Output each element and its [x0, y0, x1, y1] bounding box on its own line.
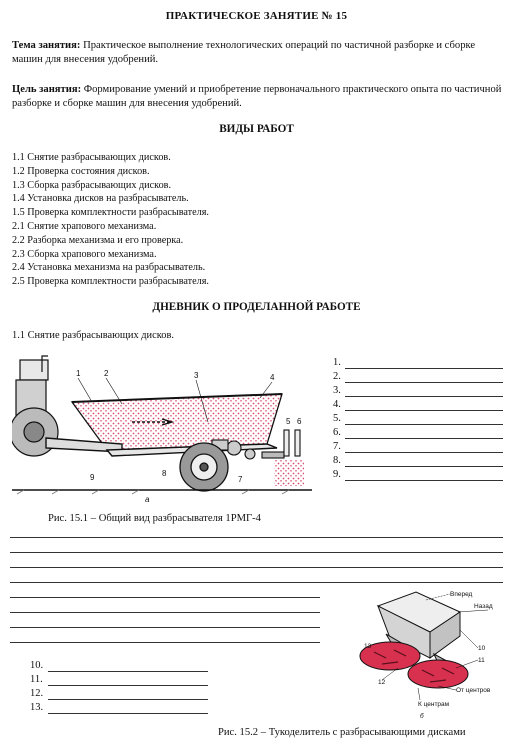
works-item: 2.2 Разборка механизма и его проверка. [12, 234, 184, 246]
field-number: 1. [333, 357, 341, 368]
label-12: 12 [378, 679, 386, 686]
topic-label: Тема занятия: [12, 40, 81, 51]
works-item: 1.1 Снятие разбрасывающих дисков. [12, 152, 171, 163]
figure1-sublabel: а [145, 495, 150, 504]
callout-7: 7 [238, 475, 243, 484]
hopper [72, 394, 282, 450]
works-heading: ВИДЫ РАБОТ [219, 123, 294, 135]
works-item: 2.4 Установка механизма на разбрасыватель. [12, 262, 206, 274]
works-item: 1.2 Проверка состояния дисков. [12, 165, 150, 177]
works-list [12, 151, 209, 289]
answer-line[interactable] [345, 396, 503, 397]
spreader-wheel [180, 443, 228, 491]
field-number: 3. [333, 385, 341, 396]
field-number: 12. [30, 688, 44, 699]
answer-line[interactable] [345, 480, 503, 481]
figure2-caption: Рис. 15.2 – Тукоделитель с разбрасывающими дисками [218, 727, 466, 738]
writing-line[interactable] [10, 597, 320, 598]
distributor-figure [338, 588, 508, 722]
writing-line[interactable] [10, 582, 503, 583]
topic-text: Практическое выполнение технологических операций по частичной разборке и сборке машин для внесения удобрений. [12, 40, 476, 65]
answer-line[interactable] [345, 368, 503, 369]
callout-2: 2 [104, 369, 109, 378]
answer-line[interactable] [48, 713, 208, 714]
label-forward: Вперед [450, 591, 473, 598]
works-item: 2.5 Проверка комплектности разбрасывателя. [12, 276, 209, 288]
field-number: 5. [333, 413, 341, 424]
label-back: Назад [474, 603, 493, 610]
answer-line[interactable] [345, 438, 503, 439]
works-item: 2.3 Сборка храпового механизма. [12, 248, 157, 260]
writing-line[interactable] [10, 627, 320, 628]
field-number: 6. [333, 427, 341, 438]
goal-text: Формирование умений и приобретение первоначального практического опыта по частичной разборке и сборке машин для внесения удобрений. [12, 84, 502, 109]
answer-line[interactable] [345, 452, 503, 453]
spreader-figure [12, 352, 312, 507]
field-number: 10. [30, 660, 44, 671]
answer-line[interactable] [345, 466, 503, 467]
diary-subheading: 1.1 Снятие разбрасывающих дисков. [12, 330, 174, 341]
callout-9: 9 [90, 473, 95, 482]
callout-5: 5 [286, 417, 291, 426]
figure2-sublabel: б [420, 713, 424, 720]
callout-3: 3 [194, 371, 199, 380]
answer-line[interactable] [48, 685, 208, 686]
right-disc [408, 660, 468, 688]
answer-line[interactable] [48, 699, 208, 700]
writing-line[interactable] [10, 612, 320, 613]
goal-paragraph [12, 83, 502, 111]
field-number: 9. [333, 469, 341, 480]
diary-heading: ДНЕВНИК О ПРОДЕЛАННОЙ РАБОТЕ [152, 301, 361, 313]
callout-4: 4 [270, 373, 275, 382]
works-item: 1.3 Сборка разбрасывающих дисков. [12, 179, 172, 191]
answer-line[interactable] [48, 671, 208, 672]
writing-line[interactable] [10, 642, 320, 643]
topic-paragraph [12, 39, 502, 67]
answer-line[interactable] [345, 410, 503, 411]
field-number: 8. [333, 455, 341, 466]
writing-line[interactable] [10, 537, 503, 538]
field-number: 11. [30, 674, 43, 685]
works-item: 2.1 Снятие храпового механизма. [12, 220, 157, 232]
page-title: ПРАКТИЧЕСКОЕ ЗАНЯТИЕ № 15 [165, 10, 348, 22]
figure1-caption: Рис. 15.1 – Общий вид разбрасывателя 1РМГ-4 [48, 513, 261, 524]
answer-line[interactable] [345, 382, 503, 383]
label-from-center: От центров [456, 687, 491, 694]
goal-label: Цель занятия: [12, 84, 82, 95]
answer-line[interactable] [345, 424, 503, 425]
works-item: 1.5 Проверка комплектности разбрасывателя. [12, 207, 209, 219]
label-10: 10 [478, 645, 486, 652]
callout-6: 6 [297, 417, 302, 426]
label-to-center: К центрам [418, 701, 450, 708]
field-number: 2. [333, 371, 341, 382]
field-number: 13. [30, 702, 44, 713]
field-number: 4. [333, 399, 341, 410]
label-13: 13 [364, 643, 372, 650]
works-item: 1.4 Установка дисков на разбрасыватель. [12, 193, 189, 205]
field-number: 7. [333, 441, 341, 452]
callout-8: 8 [162, 469, 167, 478]
writing-line[interactable] [10, 552, 503, 553]
label-11: 11 [478, 657, 485, 664]
writing-line[interactable] [10, 567, 503, 568]
callout-1: 1 [76, 369, 81, 378]
